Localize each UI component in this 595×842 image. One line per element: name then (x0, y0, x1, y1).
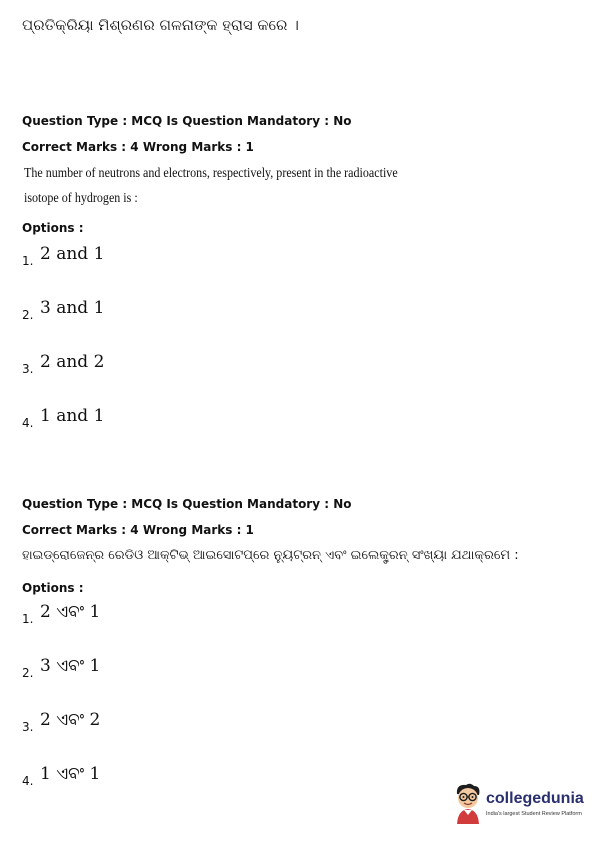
option-number: 2. (22, 308, 34, 322)
header-odia-text: ପ୍ରତିକ୍ରିୟା ମିଶ୍ରଣର ଗଳନାଙ୍କ ହ୍ରାସ କରେ । (22, 16, 299, 34)
option-value: 1 and 1 (40, 406, 105, 426)
option-value: 3 ଏବଂ 1 (40, 656, 101, 676)
question-2-text: ହାଇଡ୍ରୋଜେନ୍ର ରେଡିଓ ଆକ୍ଟିଭ୍ ଆଇସୋଟପ୍ରେ ନ୍ୟୁଟ୍ରନ୍ ଏବଂ ଇଲେକ୍ଟ୍ରନ୍ ସଂଖ୍ୟା ଯଥାକ୍ରମେ : (22, 548, 519, 563)
option-value: 2 and 1 (40, 244, 105, 264)
option-number: 3. (22, 720, 34, 734)
question-1-options-label: Options : (22, 221, 84, 235)
option-value: 2 ଏବଂ 2 (40, 710, 101, 730)
option-number: 2. (22, 666, 34, 680)
question-2-type: Question Type : MCQ Is Question Mandatory : No (22, 497, 352, 511)
option-number: 3. (22, 362, 34, 376)
question-2-options-label: Options : (22, 581, 84, 595)
option-number: 1. (22, 612, 34, 626)
question-1-type: Question Type : MCQ Is Question Mandatory : No (22, 114, 352, 128)
option-number: 4. (22, 774, 34, 788)
option-value: 1 ଏବଂ 1 (40, 764, 101, 784)
option-value: 2 ଏବଂ 1 (40, 602, 101, 622)
option-value: 3 and 1 (40, 298, 105, 318)
option-number: 4. (22, 416, 34, 430)
option-value: 2 and 2 (40, 352, 105, 372)
collegedunia-logo[interactable] (452, 780, 582, 828)
student-mascot-icon (452, 782, 484, 826)
question-1-marks: Correct Marks : 4 Wrong Marks : 1 (22, 140, 254, 154)
option-number: 1. (22, 254, 34, 268)
question-1-text: The number of neutrons and electrons, respectively, present in the radioactive isotope of hydrogen is : (24, 166, 398, 206)
logo-tagline: India's largest Student Review Platform (486, 811, 582, 817)
logo-wordmark: collegedunia (486, 790, 584, 807)
question-2-marks: Correct Marks : 4 Wrong Marks : 1 (22, 523, 254, 537)
